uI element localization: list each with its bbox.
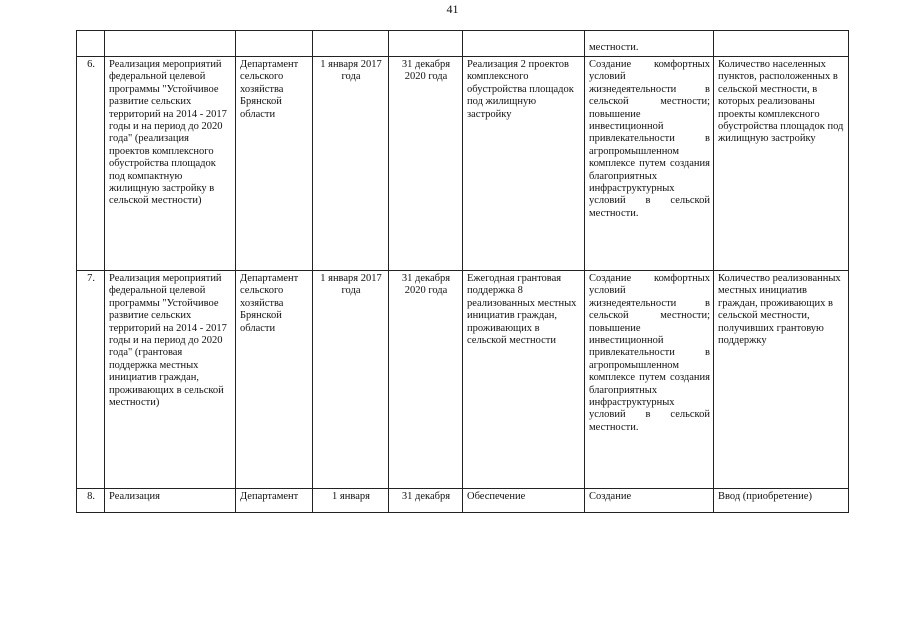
cell-start: 1 января 2017 года (313, 57, 389, 271)
page-number: 41 (446, 2, 459, 16)
cell-indicator: Количество населенных пунктов, расположенных в сельской местности, в которых реализованы проекты комплексного обустройства площадок под жилищную застройку (714, 57, 849, 271)
cell-executor (236, 31, 313, 57)
measures-table (76, 30, 849, 513)
cell-result: Реализация 2 проектов комплексного обустройства площадок под жилищную застройку (463, 57, 585, 271)
cell-effect: Создание (585, 489, 714, 513)
cell-end: 31 декабря 2020 года (389, 57, 463, 271)
effect-tail-text: местности. (589, 41, 639, 53)
cell-start (313, 31, 389, 57)
cell-number: 7. (77, 271, 105, 489)
cell-start: 1 января (313, 489, 389, 513)
cell-number: 6. (77, 57, 105, 271)
cell-number: 8. (77, 489, 105, 513)
cell-result: Обеспечение (463, 489, 585, 513)
table-row-continued (77, 31, 849, 57)
cell-effect: Создание комфортных условий жизнедеятельности в сельской местности; повышение инвестиционной привлекательности в агропромышленном комплексе путем создания благоприятных инфраструктурных условий в сельской местности. (585, 271, 714, 489)
table-row (77, 57, 849, 271)
cell-number (77, 31, 105, 57)
cell-name (105, 31, 236, 57)
cell-end: 31 декабря 2020 года (389, 271, 463, 489)
cell-indicator (714, 31, 849, 57)
cell-end: 31 декабря (389, 489, 463, 513)
cell-result (463, 31, 585, 57)
cell-indicator: Количество реализованных местных инициатив граждан, проживающих в сельской местности, получивших грантовую поддержку (714, 271, 849, 489)
table-row (77, 271, 849, 489)
table-row (77, 489, 849, 513)
cell-executor: Департамент сельского хозяйства Брянской области (236, 271, 313, 489)
cell-name: Реализация мероприятий федеральной целевой программы "Устойчивое развитие сельских территорий на 2014 - 2017 годы и на период до 2020 года" (реализация проектов комплексного обустройства площадок под компактную жилищную застройку в сельской местности) (105, 57, 236, 271)
cell-result: Ежегодная грантовая поддержка 8 реализованных местных инициатив граждан, проживающих в сельской местности (463, 271, 585, 489)
cell-effect (585, 31, 714, 57)
cell-name: Реализация (105, 489, 236, 513)
cell-executor: Департамент сельского хозяйства Брянской области (236, 57, 313, 271)
cell-end (389, 31, 463, 57)
cell-executor: Департамент (236, 489, 313, 513)
cell-start: 1 января 2017 года (313, 271, 389, 489)
cell-indicator: Ввод (приобретение) (714, 489, 849, 513)
cell-effect: Создание комфортных условий жизнедеятельности в сельской местности; повышение инвестиционной привлекательности в агропромышленном комплексе путем создания благоприятных инфраструктурных условий в сельской местности. (585, 57, 714, 271)
cell-name: Реализация мероприятий федеральной целевой программы "Устойчивое развитие сельских территорий на 2014 - 2017 годы и на период до 2020 года" (грантовая поддержка местных инициатив граждан, проживающих в сельской местности) (105, 271, 236, 489)
